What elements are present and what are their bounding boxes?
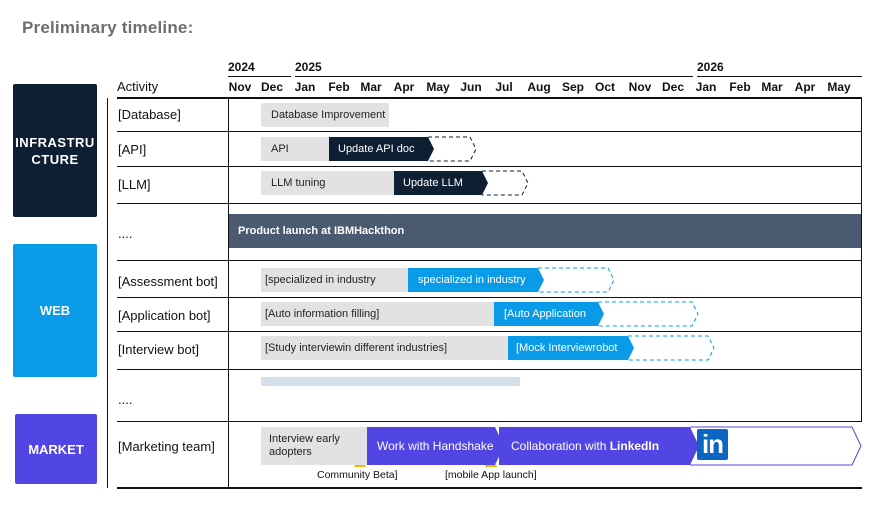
row-label-api: [API] <box>118 142 147 157</box>
row-label-database: [Database] <box>118 107 181 122</box>
bar-interview-early-adopters <box>261 427 367 465</box>
month-label: Feb <box>328 80 350 94</box>
month-label: Mar <box>360 80 382 94</box>
api-future-outline <box>428 137 476 161</box>
llm-chevron-tip <box>482 171 488 195</box>
milestone-community-beta: Community Beta] <box>317 469 398 481</box>
bar-mock-interview-robot: [Mock Interviewrobot <box>508 336 628 360</box>
row-label-placeholder: .... <box>118 226 133 241</box>
bar-work-with-handshake: Work with Handshake <box>367 427 495 465</box>
row-label-application-bot: [Application bot] <box>118 308 211 323</box>
row-label-marketing-team: [Marketing team] <box>118 439 215 454</box>
bar-llm-tuning: LLM tuning <box>261 171 394 195</box>
category-infrastructure-label: INFRASTRUCTURE <box>15 134 95 167</box>
month-label: Apr <box>393 80 415 94</box>
year-label: 2026 <box>697 60 724 74</box>
bar-update-api-doc: Update API doc <box>329 137 428 161</box>
application-future-outline <box>598 302 698 326</box>
month-label: Sep <box>561 80 585 94</box>
month-label: Jul <box>495 80 513 94</box>
application-chevron-tip <box>598 302 604 326</box>
month-label: Oct <box>594 80 616 94</box>
bar-database-improvement: Database Improvement <box>261 103 389 127</box>
assessment-future-outline <box>538 268 614 292</box>
bar-product-launch: Product launch at IBMHackthon <box>229 214 861 248</box>
category-web-label: WEB <box>39 303 71 318</box>
month-label: May <box>827 80 851 94</box>
bar-auto-application: [Auto Application <box>494 302 598 326</box>
bar-interview-early-adopters-line1: Interview early <box>269 433 340 445</box>
month-label: Nov <box>628 80 652 94</box>
month-label: Dec <box>260 80 284 94</box>
row-label-llm: [LLM] <box>118 177 151 192</box>
llm-future-outline <box>482 171 528 195</box>
month-label: Mar <box>761 80 783 94</box>
assessment-chevron-tip <box>538 268 544 292</box>
month-label: Feb <box>729 80 751 94</box>
api-chevron-tip <box>428 137 434 161</box>
page-title: Preliminary timeline: <box>22 18 194 37</box>
bar-assessment-research: [specialized in industry <box>261 268 408 292</box>
year-label: 2024 <box>228 60 255 74</box>
month-label: Nov <box>228 80 252 94</box>
month-label: Dec <box>661 80 685 94</box>
year-label: 2025 <box>295 60 322 74</box>
bar-auto-information-filling: [Auto information filling] <box>261 302 494 326</box>
placeholder-progress-bar <box>261 377 520 386</box>
month-label: Jun <box>460 80 482 94</box>
bar-assessment-build: specialized in industry <box>408 268 538 292</box>
month-label: Aug <box>527 80 551 94</box>
category-market-label: MARKET <box>28 441 84 457</box>
bar-update-llm: Update LLM <box>394 171 482 195</box>
bar-study-interview: [Study interviewin different industries] <box>261 336 508 360</box>
month-label: Jan <box>695 80 717 94</box>
row-label-assessment-bot: [Assessment bot] <box>118 274 218 289</box>
bar-collaboration-linkedin-brand: LinkedIn <box>609 439 660 453</box>
interview-chevron-tip <box>628 336 634 360</box>
row-label-placeholder: .... <box>118 392 133 407</box>
interview-future-outline <box>628 336 714 360</box>
month-label: Apr <box>794 80 816 94</box>
activity-header: Activity <box>117 79 159 94</box>
month-label: Jan <box>294 80 316 94</box>
milestone-mobile-app-launch: [mobile App launch] <box>445 469 537 481</box>
bar-interview-early-adopters-line2: adopters <box>269 446 312 458</box>
row-label-interview-bot: [Interview bot] <box>118 342 199 357</box>
bar-api: API <box>261 137 329 161</box>
month-label: May <box>426 80 450 94</box>
bar-collaboration-linkedin-prefix: Collaboration with <box>511 439 610 453</box>
linkedin-logo-icon: in <box>697 429 728 460</box>
bar-collaboration-linkedin <box>499 427 690 465</box>
